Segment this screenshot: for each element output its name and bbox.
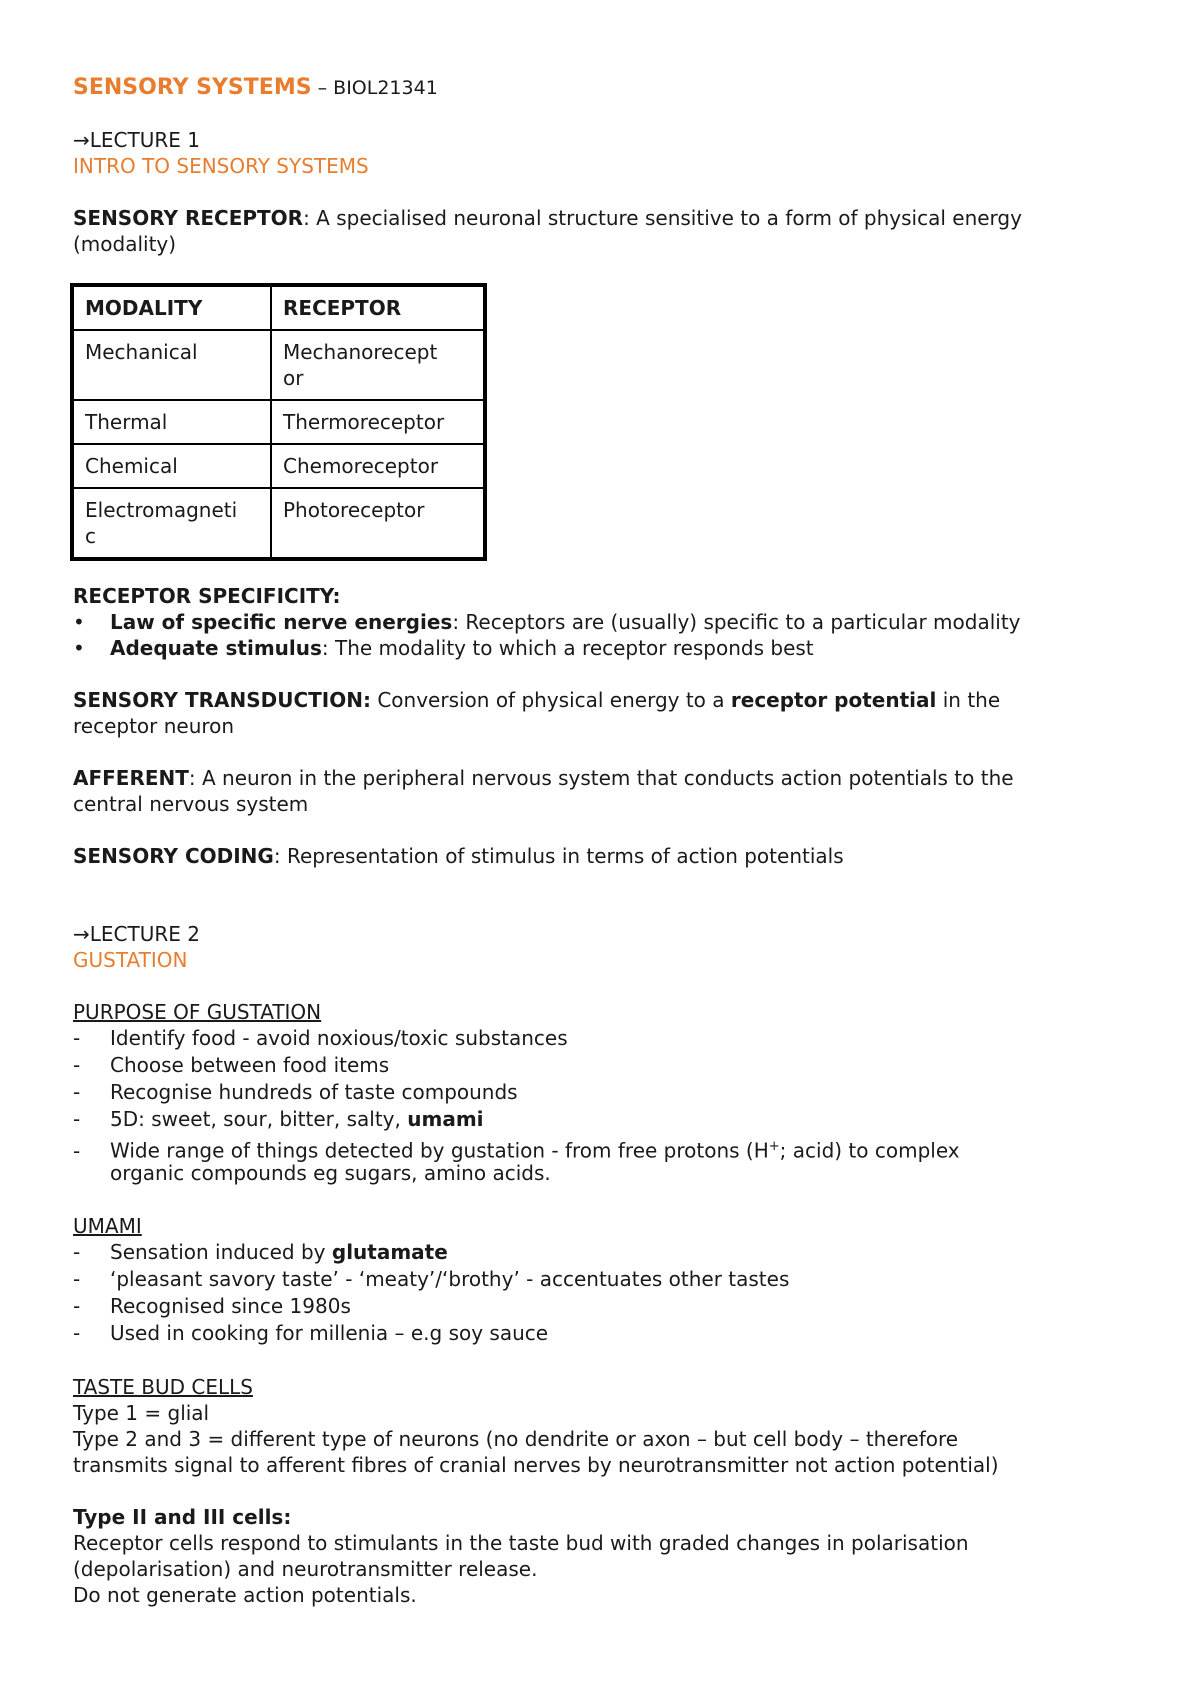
cell-text: Electromagneti (85, 498, 238, 522)
table-cell-receptor (271, 330, 485, 400)
table-header-cell: MODALITY (72, 285, 271, 330)
table-cell-receptor: Photoreceptor (271, 488, 485, 559)
sensory-receptor-text: : A specialised neuronal structure sensitive to a form of physical energy (303, 206, 1022, 230)
table-row (72, 488, 485, 559)
cell-text: Mechanorecept (283, 340, 438, 364)
list-item-text: ‘pleasant savory taste’ - ‘meaty’/‘brothy’ - accentuates other tastes (110, 1267, 790, 1291)
course-code: BIOL21341 (333, 77, 438, 99)
list-item-text: Choose between food items (110, 1053, 390, 1077)
purpose-of-gustation-heading: PURPOSE OF GUSTATION (73, 1000, 322, 1024)
list-item (73, 635, 814, 661)
dash-marker: - (73, 1240, 81, 1264)
table-cell-modality: Chemical (72, 444, 271, 488)
receptor-potential-emphasis: receptor potential (730, 688, 937, 712)
sensory-receptor-term: SENSORY RECEPTOR (73, 206, 304, 230)
list-item (73, 1106, 484, 1133)
bullet-term: Adequate stimulus (110, 636, 322, 660)
sensory-transduction-definition (73, 687, 1000, 713)
table-header-cell: RECEPTOR (271, 285, 485, 330)
dash-marker: - (73, 1107, 81, 1131)
dash-marker: - (73, 1080, 81, 1104)
list-item (73, 1293, 351, 1320)
bullet-text: : The modality to which a receptor responds best (321, 636, 814, 660)
list-item (73, 1239, 448, 1266)
dash-marker: - (73, 1321, 81, 1345)
umami-heading: UMAMI (73, 1214, 142, 1238)
bullet-marker: • (73, 636, 85, 660)
dash-marker: - (73, 1138, 81, 1163)
dash-marker: - (73, 1267, 81, 1291)
document-header (73, 74, 438, 101)
lecture-2-label: →LECTURE 2 (73, 922, 200, 946)
table-cell-receptor: Thermoreceptor (271, 400, 485, 444)
table-row (72, 400, 485, 444)
superscript-plus: + (768, 1139, 780, 1154)
dash-marker: - (73, 1026, 81, 1050)
type-2-3-line: Do not generate action potentials. (73, 1583, 417, 1607)
list-item (73, 1266, 789, 1293)
transduction-text-cont: receptor neuron (73, 714, 235, 738)
afferent-text: : A neuron in the peripheral nervous system that conducts action potentials to the (188, 766, 1014, 790)
list-item-text-cont: organic compounds eg sugars, amino acids. (110, 1161, 551, 1185)
lecture-1-heading: INTRO TO SENSORY SYSTEMS (73, 154, 369, 178)
afferent-text-cont: central nervous system (73, 792, 309, 816)
list-item-text: ; acid) to complex (779, 1138, 960, 1163)
coding-text: : Representation of stimulus in terms of action potentials (273, 844, 844, 868)
sensory-receptor-definition (73, 205, 1022, 231)
document-title: SENSORY SYSTEMS (73, 75, 312, 100)
taste-bud-line: Type 1 = glial (73, 1401, 210, 1425)
transduction-text: in the (936, 688, 1001, 712)
list-item-text: Used in cooking for millenia – e.g soy sauce (110, 1321, 549, 1345)
transduction-text: Conversion of physical energy to a (370, 688, 731, 712)
table-cell-modality: Thermal (72, 400, 271, 444)
type-2-3-cells-heading: Type II and III cells: (73, 1505, 292, 1529)
table-cell-modality (72, 330, 271, 400)
cell-text: Mechanical (85, 340, 198, 364)
receptor-specificity-heading: RECEPTOR SPECIFICITY: (73, 584, 341, 608)
modality-table (70, 283, 487, 561)
table-row (72, 444, 485, 488)
list-item-text: Identify food - avoid noxious/toxic substances (110, 1026, 568, 1050)
sensory-coding-term: SENSORY CODING (73, 844, 274, 868)
sensory-receptor-text-cont: (modality) (73, 232, 177, 256)
bullet-marker: • (73, 610, 85, 634)
type-2-3-line: Receptor cells respond to stimulants in the taste bud with graded changes in polarisation (73, 1531, 969, 1555)
list-item-text: 5D: sweet, sour, bitter, salty, (110, 1107, 408, 1131)
list-item (73, 1079, 518, 1106)
bullet-text: : Receptors are (usually) specific to a particular modality (452, 610, 1021, 634)
glutamate-emphasis: glutamate (331, 1240, 448, 1264)
list-item-text: Wide range of things detected by gustation - from free protons (H (110, 1138, 769, 1163)
table-header-row (72, 285, 485, 330)
type-2-3-line: (depolarisation) and neurotransmitter release. (73, 1557, 538, 1581)
list-item-text: Sensation induced by (110, 1240, 332, 1264)
list-item (73, 1052, 389, 1079)
taste-bud-cells-heading: TASTE BUD CELLS (73, 1375, 253, 1399)
list-item (73, 1320, 548, 1347)
table-cell-modality (72, 488, 271, 559)
afferent-term: AFFERENT (73, 766, 189, 790)
lecture-1-label: →LECTURE 1 (73, 128, 200, 152)
list-item (73, 1025, 568, 1052)
table-row (72, 330, 485, 400)
dash-marker: - (73, 1053, 81, 1077)
list-item (73, 609, 1021, 635)
taste-bud-line: Type 2 and 3 = different type of neurons (no dendrite or axon – but cell body – therefore (73, 1427, 959, 1451)
table-cell-receptor: Chemoreceptor (271, 444, 485, 488)
dash-marker: - (73, 1294, 81, 1318)
umami-emphasis: umami (407, 1107, 484, 1131)
list-item-text: Recognised since 1980s (110, 1294, 351, 1318)
bullet-term: Law of specific nerve energies (110, 610, 453, 634)
title-separator: – (311, 77, 334, 99)
cell-text: c (85, 524, 96, 548)
list-item-text: Recognise hundreds of taste compounds (110, 1080, 518, 1104)
sensory-transduction-term: SENSORY TRANSDUCTION: (73, 688, 371, 712)
afferent-definition (73, 765, 1014, 791)
sensory-coding-definition (73, 843, 844, 869)
lecture-2-heading: GUSTATION (73, 948, 188, 972)
cell-text: or (283, 366, 304, 390)
taste-bud-line: transmits signal to afferent fibres of cranial nerves by neurotransmitter not action potential) (73, 1453, 999, 1477)
